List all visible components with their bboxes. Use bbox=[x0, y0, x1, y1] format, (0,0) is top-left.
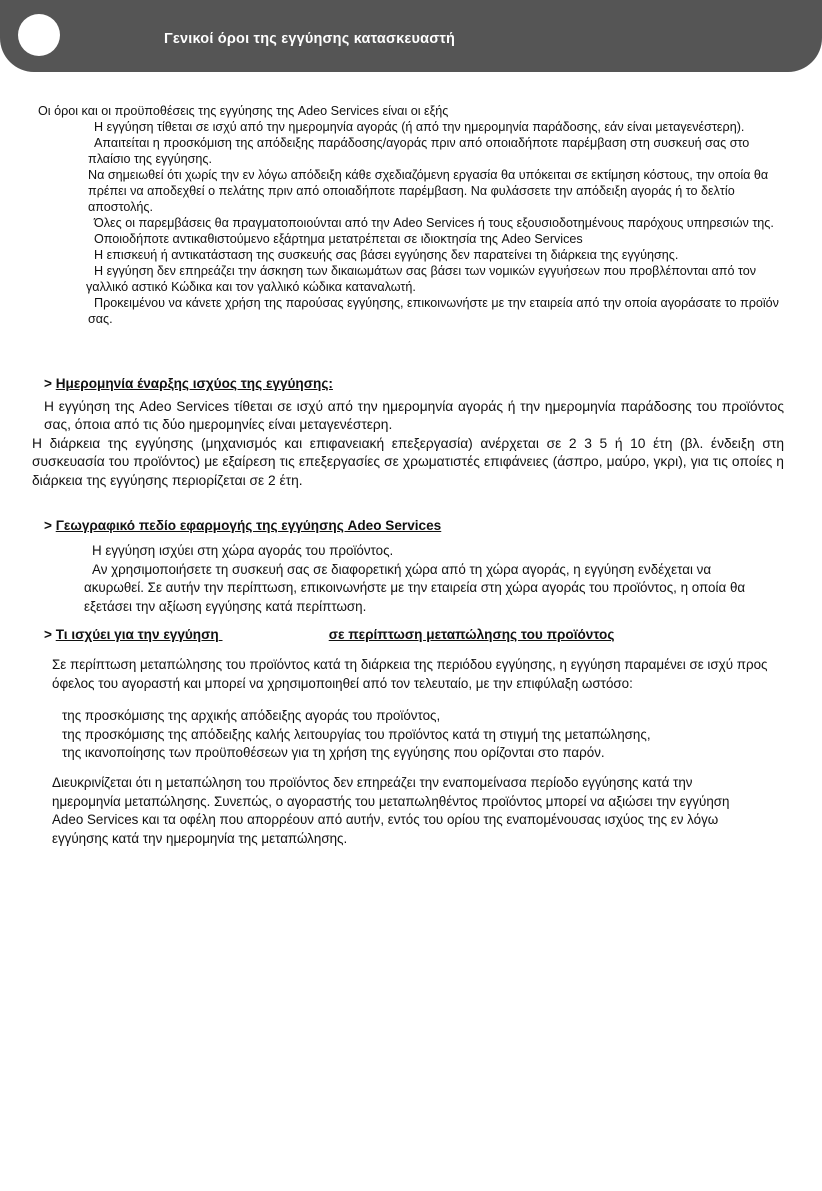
section1-paragraph: Η διάρκεια της εγγύησης (μηχανισμός και επιφανειακή επεξεργασία) ανέρχεται σε 2 3 5 ή 10 έτη (βλ. ένδειξη στη συσκευασία του προϊόντος) με εξαίρεση τις επεξεργασίες σε χρωματιστές επιφάνειες (άσπρο, μαύρο, γκρι), για τις οποίες η διάρκεια της εγγύησης περιορίζεται σε 2 έτη. bbox=[32, 435, 784, 488]
section3-list-item: της προσκόμισης της αρχικής απόδειξης αγοράς του προϊόντος, bbox=[62, 708, 441, 723]
intro-item: Προκειμένου να κάνετε χρήση της παρούσας εγγύησης, επικοινωνήστε με την εταιρεία από την οποία αγοράσατε το προϊόν σας. bbox=[88, 296, 779, 326]
section3-closing bbox=[52, 774, 764, 848]
intro-block bbox=[38, 103, 784, 327]
header-bar bbox=[0, 0, 822, 72]
section2-heading: > Γεωγραφικό πεδίο εφαρμογής της εγγύησης Adeo Services bbox=[44, 518, 442, 533]
section3-closing-text: Διευκρινίζεται ότι η μεταπώληση του προϊόντος δεν επηρεάζει την εναπομείνασα περίοδο εγγύησης κατά την ημερομηνία μεταπώλησης. Συνεπώς, ο αγοραστής του μεταπωληθέντος προϊόντος μπορεί να αξιώσει την εγγύηση Adeo Services και τα οφέλη που απορρέουν από αυτήν, εντός του ορίου της εναπομένουσας ισχύος της εν λόγω εγγύησης κατά την ημερομηνία της μεταπώλησης. bbox=[52, 775, 730, 846]
section3-list-item: της ικανοποίησης των προϋποθέσεων για τη χρήση της εγγύησης που ορίζονται στο παρόν. bbox=[62, 745, 605, 760]
intro-lead: Οι όροι και οι προϋποθέσεις της εγγύησης της Adeo Services είναι οι εξής bbox=[38, 104, 449, 118]
section2-paragraph: Αν χρησιμοποιήσετε τη συσκευή σας σε διαφορετική χώρα από τη χώρα αγοράς, η εγγύηση ενδέχεται να ακυρωθεί. Σε αυτήν την περίπτωση, επικοινωνήστε με την εταιρεία στη χώρα αγοράς του προϊόντος, η οποία θα εξετάσει την αξίωση εγγύησης κατά περίπτωση. bbox=[84, 561, 746, 614]
section1-body bbox=[32, 398, 784, 490]
intro-item: Όλες οι παρεμβάσεις θα πραγματοποιούνται από την Adeo Services ή τους εξουσιοδοτημένους παρόχους υπηρεσιών της. bbox=[94, 216, 774, 230]
section3-intro bbox=[52, 656, 774, 693]
section3-list-item: της προσκόμισης της απόδειξης καλής λειτουργίας του προϊόντος κατά τη στιγμή της μεταπώλησης, bbox=[62, 726, 651, 742]
header-circle-logo bbox=[18, 14, 60, 56]
section2-heading-text: Γεωγραφικό πεδίο εφαρμογής της εγγύησης Adeo Services bbox=[55, 518, 442, 533]
intro-item: Η εγγύηση δεν επηρεάζει την άσκηση των δικαιωμάτων σας βάσει των νομικών εγγυήσεων που προβλέπονται από τον γαλλικό αστικό Κώδικα και τον γαλλικό κώδικα καταναλωτή. bbox=[86, 264, 757, 294]
section3-list bbox=[62, 707, 774, 763]
intro-item: Απαιτείται η προσκόμιση της απόδειξης παράδοσης/αγοράς πριν από οποιαδήποτε παρέμβαση στη συσκευή σας στο πλαίσιο της εγγύησης. bbox=[88, 136, 750, 166]
section1-heading-text: Ημερομηνία έναρξης ισχύος της εγγύησης: bbox=[55, 376, 333, 391]
section2-paragraph: Η εγγύηση ισχύει στη χώρα αγοράς του προϊόντος. bbox=[92, 543, 394, 558]
intro-item: Η επισκευή ή αντικατάσταση της συσκευής σας βάσει εγγύησης δεν παρατείνει τη διάρκεια της εγγύησης. bbox=[94, 248, 679, 262]
section1-paragraph: Η εγγύηση της Adeo Services τίθεται σε ισχύ από την ημερομηνία αγοράς ή την ημερομηνία παράδοσης του προϊόντος σας, όποια από τις δύο ημερομηνίες είναι μεταγενέστερη. bbox=[44, 399, 784, 433]
section3-intro-text: Σε περίπτωση μεταπώλησης του προϊόντος κατά τη διάρκεια της περιόδου εγγύησης, η εγγύηση παραμένει σε ισχύ προς όφελος του αγοραστή και μπορεί να χρησιμοποιηθεί από τον τελευταίο, με την επιφύλαξη ωστόσο: bbox=[52, 657, 768, 691]
intro-item: Να σημειωθεί ότι χωρίς την εν λόγω απόδειξη κάθε σχεδιαζόμενη εργασία θα υπόκειται σε εκτίμηση κόστους, την οποία θα πρέπει να αποδεχθεί ο πελάτης πριν από οποιαδήποτε παρέμβαση. Να φυλάσσετε την απόδειξη αγοράς ή το δελτίο αποστολής. bbox=[88, 168, 769, 214]
section1-heading: > Ημερομηνία έναρξης ισχύος της εγγύησης: bbox=[44, 376, 333, 391]
section3-heading-gap bbox=[219, 627, 329, 642]
section3-heading-text-a: Τι ισχύει για την εγγύηση bbox=[55, 627, 219, 642]
page-title: Γενικοί όροι της εγγύησης κατασκευαστή bbox=[164, 31, 456, 47]
intro-item: Οποιοδήποτε αντικαθιστούμενο εξάρτημα μετατρέπεται σε ιδιοκτησία της Adeo Services bbox=[94, 232, 583, 246]
section3-heading-text-b: σε περίπτωση μεταπώλησης του προϊόντος bbox=[328, 627, 615, 642]
section2-body bbox=[84, 542, 774, 616]
intro-item: Η εγγύηση τίθεται σε ισχύ από την ημερομηνία αγοράς (ή από την ημερομηνία παράδοσης, εάν είναι μεταγενέστερη). bbox=[94, 120, 745, 134]
section3-heading: > Τι ισχύει για την εγγύηση σε περίπτωση μεταπώλησης του προϊόντος bbox=[44, 627, 615, 642]
